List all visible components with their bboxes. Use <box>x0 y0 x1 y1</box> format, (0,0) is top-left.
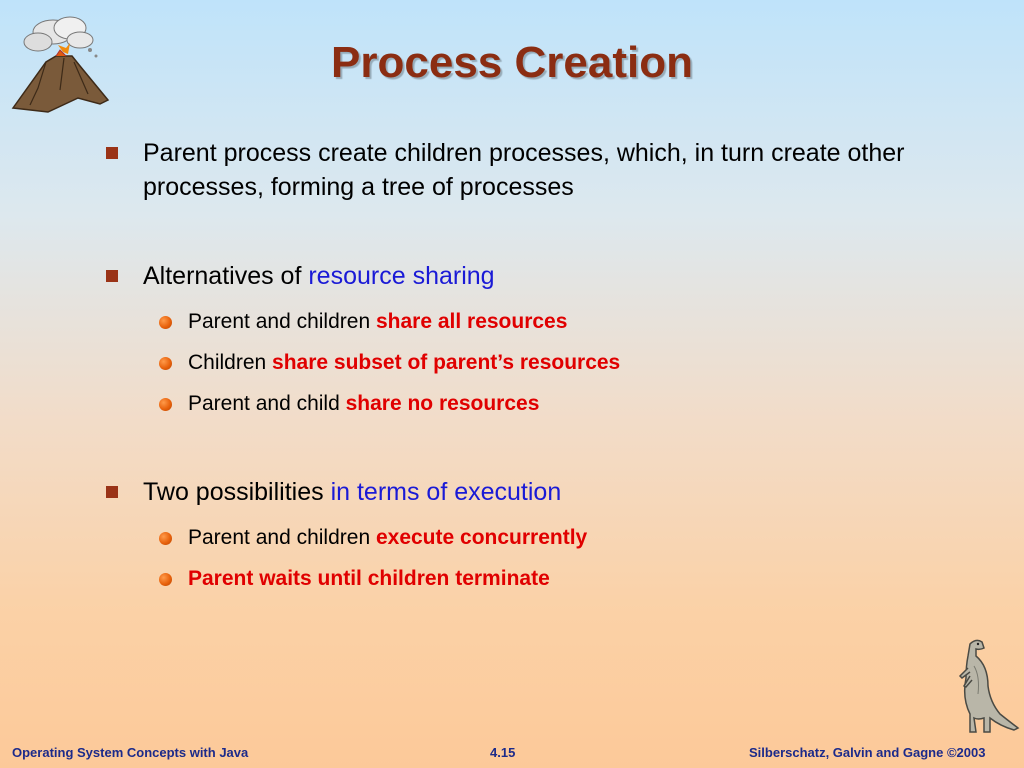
sub-bullet-text: Children <box>188 351 273 374</box>
square-bullet-icon <box>106 147 118 159</box>
bullet-list <box>104 136 984 593</box>
square-bullet-icon <box>106 486 118 498</box>
bullet-highlight: in terms of execution <box>330 478 562 506</box>
square-bullet-icon <box>106 270 118 282</box>
bullet-item <box>104 136 984 204</box>
footer-copyright: Silberschatz, Galvin and Gagne ©2003 <box>749 745 986 760</box>
footer-slide-number: 4.15 <box>490 745 516 760</box>
sub-bullet-item <box>104 524 984 552</box>
sub-bullet-item <box>104 349 984 377</box>
sub-bullet-highlight: share no resources <box>345 392 540 415</box>
bullet-text: Two possibilities <box>143 478 331 506</box>
round-bullet-icon <box>159 573 172 586</box>
bullet-item <box>104 475 984 509</box>
bullet-highlight: resource sharing <box>308 262 495 290</box>
sub-bullet-highlight: execute concurrently <box>375 526 588 549</box>
round-bullet-icon <box>159 316 172 329</box>
footer-course-title: Operating System Concepts with Java <box>12 745 249 760</box>
dinosaur-icon <box>940 636 1020 736</box>
sub-bullet-highlight: Parent waits until children terminate <box>188 567 550 590</box>
sub-bullet-item <box>104 565 984 593</box>
round-bullet-icon <box>159 357 172 370</box>
round-bullet-icon <box>159 398 172 411</box>
sub-bullet-highlight: share subset of parent’s resources <box>272 351 621 374</box>
sub-bullet-text: Parent and child <box>188 392 346 415</box>
round-bullet-icon <box>159 532 172 545</box>
bullet-text: Parent process create children processes, which, in turn create other processes, forming a tree of processes <box>143 139 905 201</box>
sub-bullet-item <box>104 390 984 418</box>
bullet-item <box>104 259 984 293</box>
sub-bullet-item <box>104 308 984 336</box>
bullet-text: Alternatives of <box>143 262 309 290</box>
slide-title: Process Creation <box>331 38 693 87</box>
sub-bullet-text: Parent and children <box>188 526 376 549</box>
sub-bullet-text: Parent and children <box>188 310 376 333</box>
sub-bullet-highlight: share all resources <box>375 310 568 333</box>
